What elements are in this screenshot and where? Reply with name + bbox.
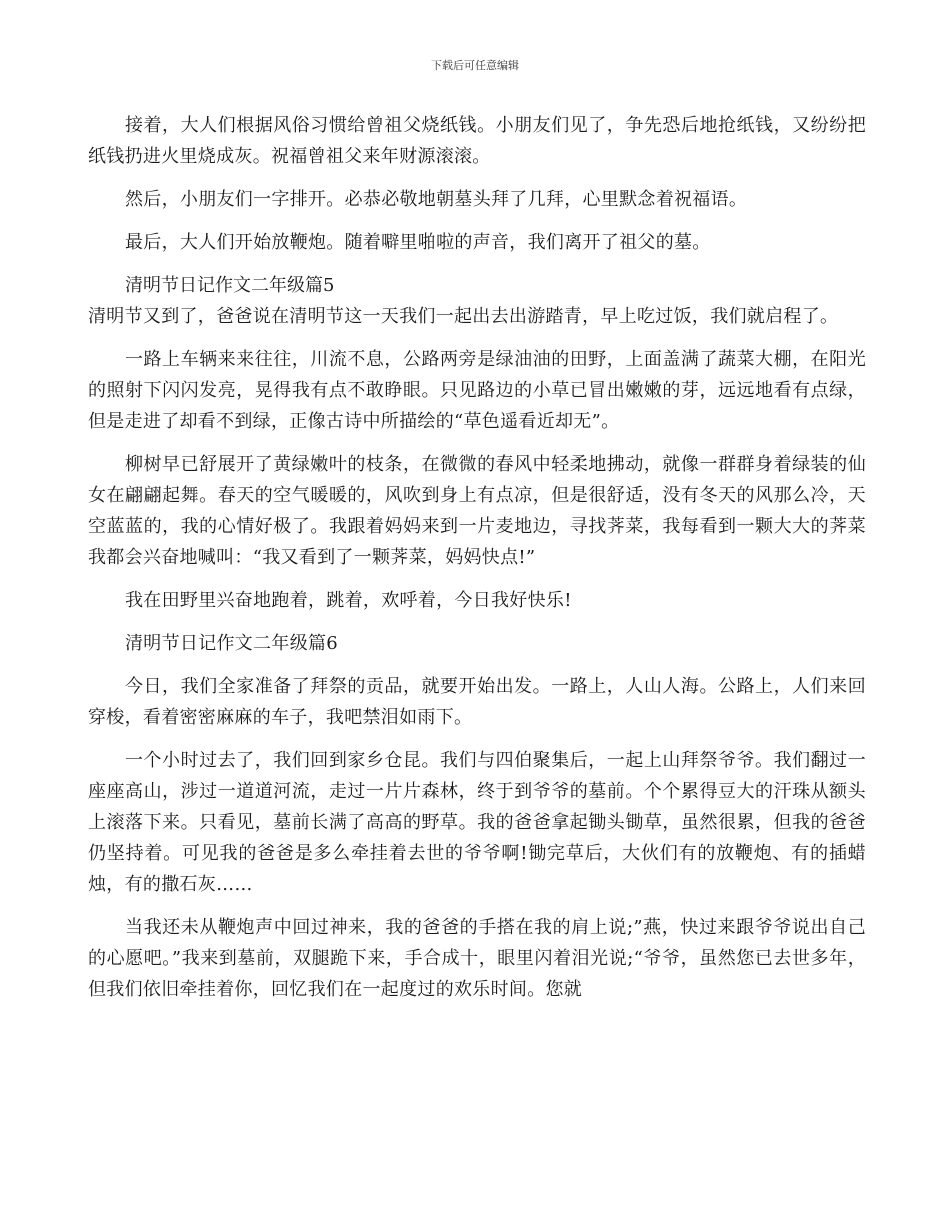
paragraph: 一路上车辆来来往往，川流不息，公路两旁是绿油油的田野，上面盖满了蔬菜大棚，在阳光的照射下闪闪发亮，晃得我有点不敢睁眼。只见路边的小草已冒出嫩嫩的芽，远远地看有点绿，但是走进了却看不到绿，正像古诗中所描绘的“草色遥看近却无”。 bbox=[88, 349, 866, 432]
paragraph: 柳树早已舒展开了黄绿嫩叶的枝条，在微微的春风中轻柔地拂动，就像一群群身着绿装的仙女在翩翩起舞。春天的空气暖暖的，风吹到身上有点凉，但是很舒适，没有冬天的风那么冷，天空蓝蓝的，我的心情好极了。我跟着妈妈来到一片麦地边，寻找荠菜，我每看到一颗大大的荠菜我都会兴奋地喊叫：“我又看到了一颗荠菜，妈妈快点!” bbox=[88, 454, 866, 568]
paragraph: 一个小时过去了，我们回到家乡仓昆。我们与四伯聚集后，一起上山拜祭爷爷。我们翻过一座座高山，涉过一道道河流，走过一片片森林，终于到爷爷的墓前。个个累得豆大的汗珠从额头上滚落下来。只看见，墓前长满了高高的野草。我的爸爸拿起锄头锄草，虽然很累，但我的爸爸仍坚持着。可见我的爸爸是多么牵挂着去世的爷爷啊!锄完草后，大伙们有的放鞭炮、有的插蜡烛，有的撒石灰…… bbox=[88, 750, 866, 895]
paragraph: 今日，我们全家准备了拜祭的贡品，就要开始出发。一路上，人山人海。公路上，人们来回穿梭，看着密密麻麻的车子，我吧禁泪如雨下。 bbox=[88, 676, 866, 728]
section-heading: 清明节日记作文二年级篇5 bbox=[125, 275, 335, 296]
paragraph: 当我还未从鞭炮声中回过神来，我的爸爸的手搭在我的肩上说;”燕，快过来跟爷爷说出自己的心愿吧。”我来到墓前，双腿跪下来，手合成十，眼里闪着泪光说;“爷爷，虽然您已去世多年，但我们依旧牵挂着你，回忆我们在一起度过的欢乐时间。您就 bbox=[88, 917, 866, 1000]
paragraph: 清明节又到了，爸爸说在清明节这一天我们一起出去出游踏青，早上吃过饭，我们就启程了。 bbox=[88, 306, 839, 327]
paragraph: 然后，小朋友们一字排开。必恭必敬地朝墓头拜了几拜，心里默念着祝福语。 bbox=[125, 189, 748, 210]
section-heading: 清明节日记作文二年级篇6 bbox=[125, 633, 339, 654]
paragraph: 我在田野里兴奋地跑着，跳着，欢呼着，今日我好快乐! bbox=[125, 590, 572, 611]
document-body bbox=[88, 110, 866, 1017]
paragraph: 最后，大人们开始放鞭炮。随着噼里啪啦的声音，我们离开了祖父的墓。 bbox=[125, 232, 711, 253]
page-header-note: 下载后可任意编辑 bbox=[431, 59, 519, 72]
paragraph: 接着，大人们根据风俗习惯给曾祖父烧纸钱。小朋友们见了，争先恐后地抢纸钱，又纷纷把纸钱扔进火里烧成灰。祝福曾祖父来年财源滚滚。 bbox=[88, 115, 866, 167]
